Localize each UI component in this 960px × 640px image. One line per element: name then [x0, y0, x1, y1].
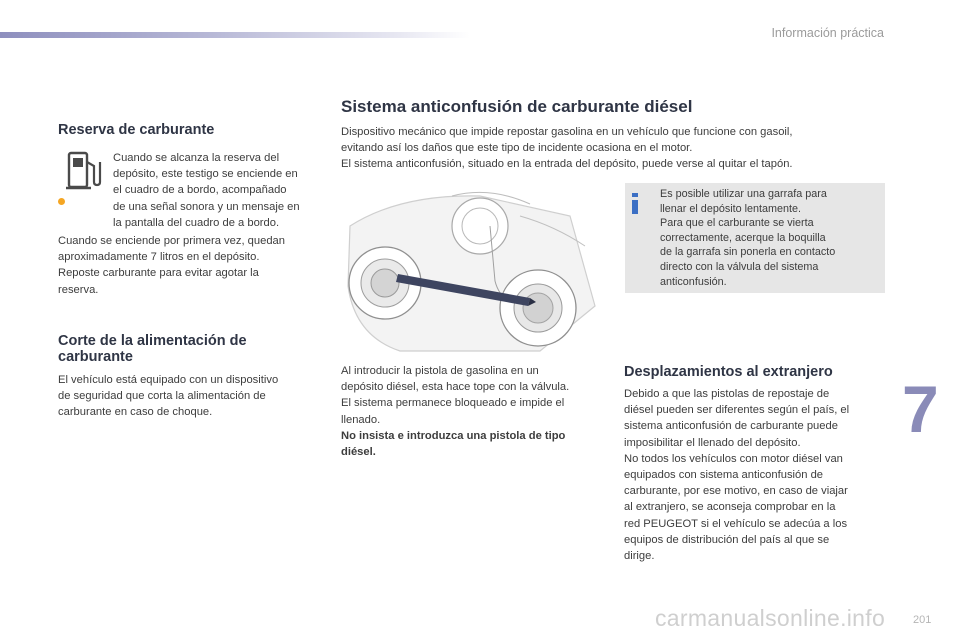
fuel-pump-icon	[66, 150, 104, 192]
page-number: 201	[913, 614, 932, 626]
watermark: carmanualsonline.info	[655, 605, 886, 631]
extranjero-body-text: Debido a que las pistolas de repostaje de diésel pueden ser diferentes según el país, el sistema anticonfusión de carburante puede imposibilitar el llenado del depósito. No todos los vehículos con motor diésel van equipados con sistema anticonfusión de carburante, por ese motivo, en caso de viajar al extranjero, se aconseja comprobar en la red PEUGEOT si el vehículo se adecúa a los equipos de distribución del país al que se dirige.	[624, 388, 850, 563]
reserva-intro-text: Cuando se alcanza la reserva del depósito, este testigo se enciende en el cuadro de a bordo, acompañado de una señal sonora y un mensaje en la pantalla del cuadro de a bordo.	[113, 152, 300, 229]
info-icon	[630, 193, 640, 214]
pistola-text: Al introducir la pistola de gasolina en un depósito diésel, esta hace tope con la válvula. El sistema permanece bloqueado e impide el llenado.	[341, 365, 570, 426]
warning-dot-icon	[58, 198, 65, 205]
chapter-number: 7	[902, 372, 939, 446]
main-intro-text: Dispositivo mecánico que impide repostar gasolina en un vehículo que funcione con gasoil, evitando así los daños que este tipo de incidente ocasiona en el motor. El sistema anticonfusión, situado en la entrada del depósito, puede verse al quitar el tapón.	[341, 126, 793, 171]
corte-title: Corte de la alimentación de carburante	[58, 333, 247, 365]
reserva-body-text: Cuando se enciende por primera vez, quedan aproximadamente 7 litros en el depósito. Reposte carburante para evitar agotar la reserva.	[58, 235, 286, 296]
corte-body-text: El vehículo está equipado con un dispositivo de seguridad que corta la alimentación de carburante en caso de choque.	[58, 374, 279, 419]
page-header-title: Información práctica	[771, 26, 884, 40]
main-title: Sistema anticonfusión de carburante diésel	[341, 97, 693, 116]
fuel-filler-illustration	[340, 186, 602, 356]
header-gradient-bar	[0, 32, 470, 38]
pistola-warning-text: No insista e introduzca una pistola de tipo diésel.	[341, 430, 566, 459]
info-box-text: Es posible utilizar una garrafa para llenar el depósito lentamente. Para que el carburante se vierta correctamente, acerque la boquilla de la garrafa sin ponerla en contacto directo con la válvula del sistema anticonfusión.	[660, 188, 836, 288]
reserva-title: Reserva de carburante	[58, 122, 215, 138]
extranjero-title: Desplazamientos al extranjero	[624, 364, 833, 380]
